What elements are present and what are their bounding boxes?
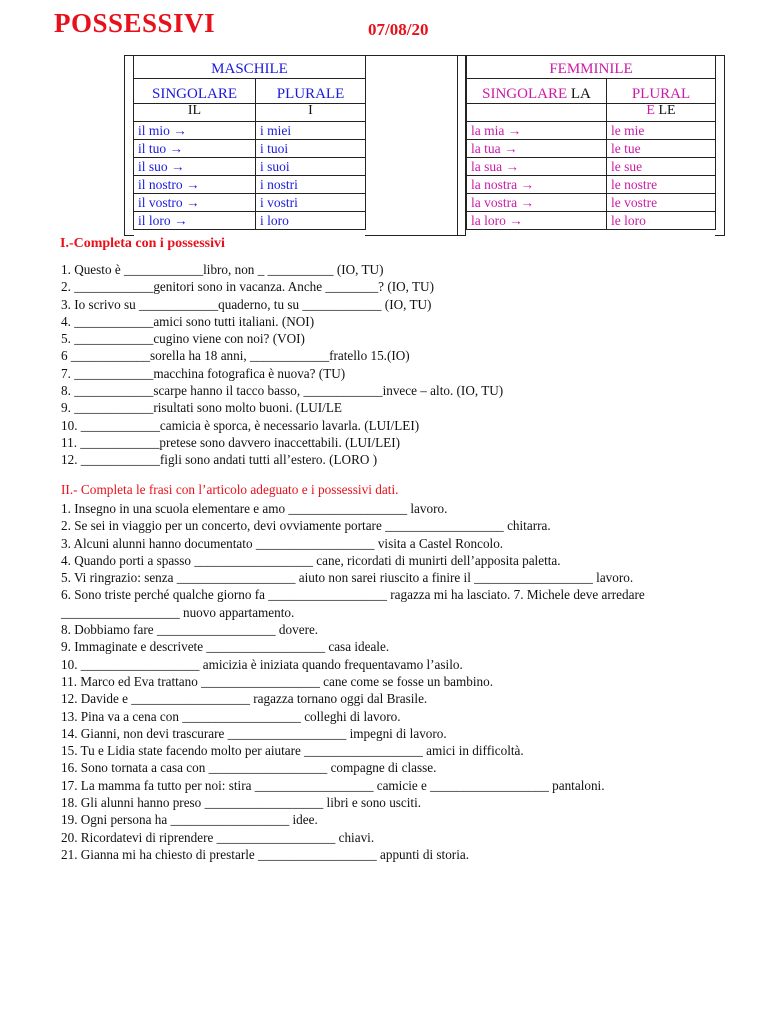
femminile-sing-cell: la sua → [467,158,607,176]
list-item: 1. Questo è ____________libro, non _ __________ (IO, TU) [61,262,384,277]
list-item: 6 ____________sorella ha 18 anni, ____________fratello 15.(IO) [61,348,410,364]
maschile-plurale-article: I [256,104,366,122]
list-item: 10. ____________camicia è sporca, è necessario lavarla. (LUI/LEI) [61,417,420,433]
table-row [467,176,716,194]
section1-title: I.-Completa con i possessivi [60,236,225,251]
table-divider-middle [365,55,457,236]
maschile-singolare-article: IL [134,104,256,122]
femminile-sing-cell: la mia → [467,122,607,140]
list-item: 3. Alcuni alunni hanno documentato __________________ visita a Castel Roncolo. [61,535,504,551]
list-item: 12. Davide e __________________ ragazza tornano oggi dal Brasile. [61,691,428,707]
maschile-sing-cell: il suo → [134,158,256,176]
list-item: 8. ____________scarpe hanno il tacco basso, ____________invece – alto. (IO, TU) [61,383,504,399]
maschile-plur-cell: i vostri [256,194,366,212]
femminile-singolare-header [467,79,607,104]
list-item: 2. Se sei in viaggio per un concerto, devi ovviamente portare __________________ chitarra. [61,518,551,534]
table-row [134,176,366,194]
femminile-plur-cell: le tue [607,140,716,158]
list-item: 11. ____________pretese sono davvero inaccettabili. (LUI/LEI) [61,434,400,450]
maschile-plurale-label: PLURALE [256,79,366,104]
list-item: 9. ____________risultati sono molto buoni. (LUI/LE [61,400,342,416]
table-row [467,122,716,140]
femminile-sing-cell: la loro → [467,212,607,230]
maschile-heading: MASCHILE [134,56,366,79]
list-item: 4. Quando porti a spasso __________________ cane, ricordati di munirti dell’apposita paletta. [61,552,561,568]
femminile-singolare-article: LA [570,86,591,102]
femminile-sing-cell: la vostra → [467,194,607,212]
list-item: 3. Io scrivo su ____________quaderno, tu su ____________ (IO, TU) [61,296,432,312]
maschile-plur-cell: i loro [256,212,366,230]
maschile-sing-cell: il tuo → [134,140,256,158]
page-date: 07/08/20 [368,20,429,39]
table-row [467,194,716,212]
list-item: 4. ____________amici sono tutti italiani. (NOI) [61,313,315,329]
maschile-sing-cell: il loro → [134,212,256,230]
list-item: 15. Tu e Lidia state facendo molto per aiutare __________________ amici in difficoltà. [61,743,524,759]
section1-list [61,261,741,469]
femminile-plurale-article: LE [658,103,676,118]
maschile-singolare-label: SINGOLARE [134,79,256,104]
maschile-sing-cell: il vostro → [134,194,256,212]
table-row [134,122,366,140]
table-divider-left [124,55,134,236]
list-item: 5. Vi ringrazio: senza __________________ aiuto non sarei riuscito a finire il __________________ lavoro. [61,570,634,586]
maschile-table [133,55,366,230]
table-row [134,212,366,230]
femminile-plurale-label: PLURAL [607,79,716,104]
list-item: 1. Insegno in una scuola elementare e amo __________________ lavoro. [61,501,448,516]
list-item: 12. ____________figli sono andati tutti all’estero. (LORO ) [61,452,378,468]
femminile-singolare-empty [467,104,607,122]
femminile-plur-cell: le loro [607,212,716,230]
list-item: 6. Sono triste perché qualche giorno fa __________________ ragazza mi ha lasciato. 7. Michele deve arredare __________________ nuovo appartamento. [61,587,645,620]
maschile-plur-cell: i suoi [256,158,366,176]
table-row [467,212,716,230]
list-item: 19. Ogni persona ha __________________ idee. [61,812,318,828]
table-row [134,194,366,212]
maschile-sing-cell: il nostro → [134,176,256,194]
femminile-singolare-label: SINGOLARE [482,86,568,102]
list-item: 14. Gianni, non devi trascurare __________________ impegni di lavoro. [61,725,447,741]
list-item: 21. Gianna mi ha chiesto di prestarle __________________ appunti di storia. [61,846,470,862]
list-item: 10. __________________ amicizia è iniziata quando frequentavamo l’asilo. [61,656,463,672]
list-item: 18. Gli alunni hanno preso __________________ libri e sono usciti. [61,795,422,811]
femminile-plur-cell: le mie [607,122,716,140]
list-item: 20. Ricordatevi di riprendere __________________ chiavi. [61,829,375,845]
list-item: 11. Marco ed Eva trattano __________________ cane come se fosse un bambino. [61,673,494,689]
maschile-plur-cell: i nostri [256,176,366,194]
femminile-plur-cell: le sue [607,158,716,176]
table-divider-right [457,55,466,236]
list-item: 7. ____________macchina fotografica è nuova? (TU) [61,365,346,381]
table-row [467,158,716,176]
femminile-plur-cell: le nostre [607,176,716,194]
femminile-plur-cell: le vostre [607,194,716,212]
list-item: 9. Immaginate e descrivete __________________ casa ideale. [61,639,390,655]
maschile-plur-cell: i tuoi [256,140,366,158]
femminile-sing-cell: la tua → [467,140,607,158]
femminile-heading: FEMMINILE [467,56,716,79]
femminile-sing-cell: la nostra → [467,176,607,194]
maschile-plur-cell: i miei [256,122,366,140]
page-title: POSSESSIVI [54,8,216,38]
maschile-sing-cell: il mio → [134,122,256,140]
list-item: 8. Dobbiamo fare __________________ dovere. [61,622,319,638]
list-item: 17. La mamma fa tutto per noi: stira __________________ camicie e __________________ pantaloni. [61,777,605,793]
table-row [467,140,716,158]
table-row [134,140,366,158]
table-divider-far-right [715,55,725,236]
table-row [134,158,366,176]
femminile-plurale-article-cell [607,104,716,122]
list-item: 2. ____________genitori sono in vacanza. Anche ________? (IO, TU) [61,279,434,295]
femminile-table [466,55,716,230]
section2-list [61,500,741,863]
list-item: 5. ____________cugino viene con noi? (VOI) [61,331,305,347]
list-item: 16. Sono tornata a casa con __________________ compagne di classe. [61,760,437,776]
list-item: 13. Pina va a cena con __________________ colleghi di lavoro. [61,708,401,724]
section2-title: II.- Completa le frasi con l’articolo adeguato e i possessivi dati. [61,482,399,497]
femminile-plurale-article-prefix: E [646,103,655,118]
